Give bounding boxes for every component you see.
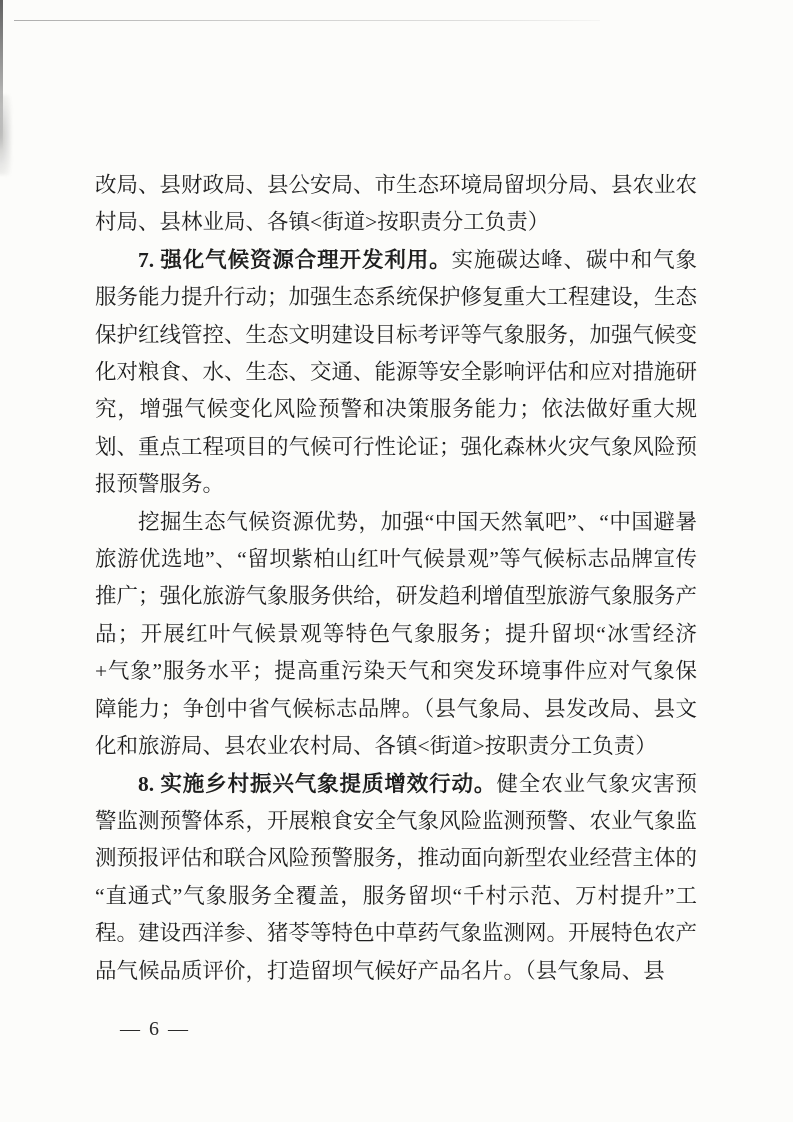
document-body <box>95 167 697 990</box>
text-run: 实施碳达峰、碳中和气象服务能力提升行动；加强生态系统保护修复重大工程建设，生态保护红线管控、生态文明建设目标考评等气象服务，加强气候变化对粮食、水、生态、交通、能源等安全影响评估和应对措施研究，增强气候变化风险预警和决策服务能力；依法做好重大规划、重点工程项目的气候可行性论证；强化森林火灾气象风险预报预警服务。 <box>95 247 698 497</box>
heading-run: 7. 强化气候资源合理开发利用。 <box>138 247 452 272</box>
paragraph-4 <box>95 766 697 990</box>
scan-artifact-smudge <box>0 95 11 175</box>
scan-artifact-line <box>14 20 600 21</box>
heading-run: 8. 实施乡村振兴气象提质增效行动。 <box>138 771 497 796</box>
paragraph-2 <box>95 242 697 504</box>
page-number: — 6 — <box>120 1018 190 1040</box>
paragraph-1 <box>95 167 697 242</box>
paragraph-3 <box>95 504 697 766</box>
text-run: 健全农业气象灾害预警监测预警体系，开展粮食安全气象风险监测预警、农业气象监测预报评估和联合风险预警服务，推动面向新型农业经营主体的“直通式”气象服务全覆盖，服务留坝“千村示范、万村提升”工程。建设西洋参、猪苓等特色中草药气象监测网。开展特色农产品气候品质评价，打造留坝气候好产品名片。（县气象局、县 <box>95 771 698 983</box>
text-run: 挖掘生态气候资源优势，加强“中国天然氧吧”、“中国避暑旅游优选地”、“留坝紫柏山红叶气候景观”等气候标志品牌宣传推广；强化旅游气象服务供给，研发趋利增值型旅游气象服务产品；开展红叶气候景观等特色气象服务；提升留坝“冰雪经济+气象”服务水平；提高重污染天气和突发环境事件应对气象保障能力；争创中省气候标志品牌。（县气象局、县发改局、县文化和旅游局、县农业农村局、各镇<街道>按职责分工负责） <box>95 509 698 759</box>
text-run: 改局、县财政局、县公安局、市生态环境局留坝分局、县农业农村局、县林业局、各镇<街道>按职责分工负责） <box>95 173 698 235</box>
